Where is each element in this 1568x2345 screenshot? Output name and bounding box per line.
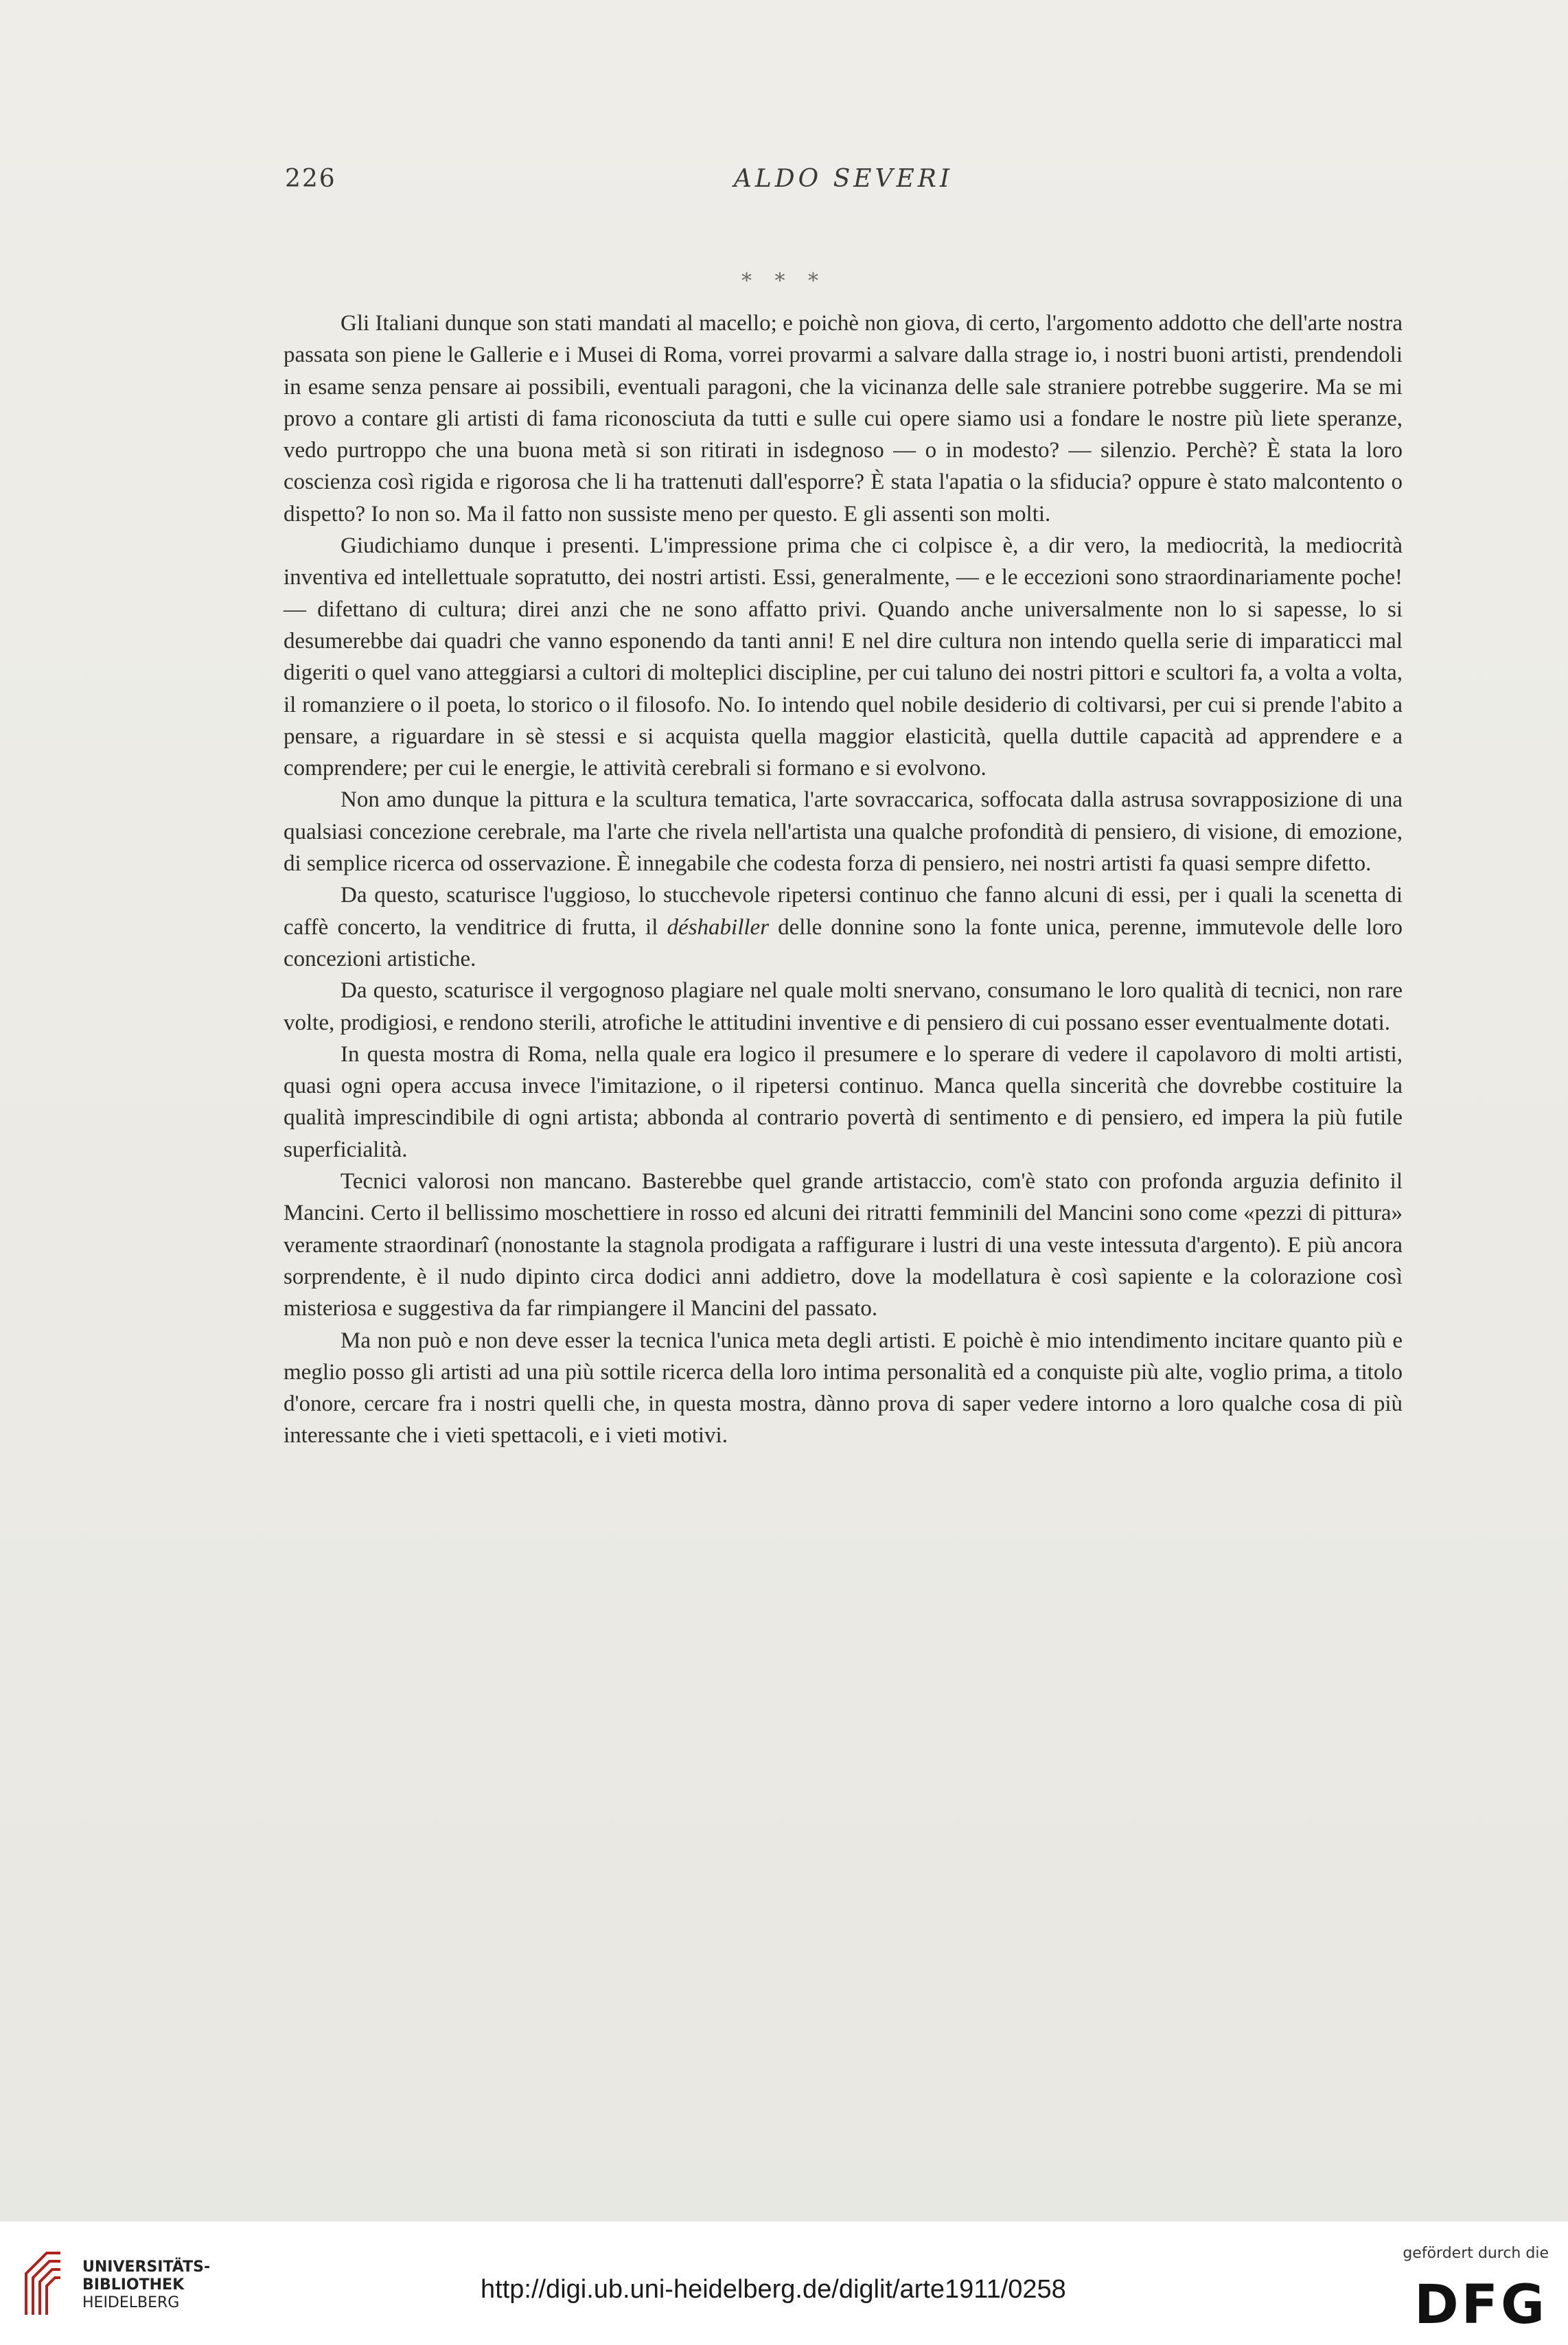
dfg-logo: DFG <box>1414 2274 1547 2336</box>
paragraph <box>284 879 1403 975</box>
article-body <box>284 308 1403 1452</box>
funding-note: gefördert durch die <box>1403 2245 1549 2262</box>
paragraph: In questa mostra di Roma, nella quale era logico il presumere e lo sperare di vedere il capolavoro di molti artisti, quasi ogni opera accusa invece l'imitazione, o il ripetersi continuo. Manca quella sincerità che dovrebbe costituire la qualità imprescindibile di ogni artista; abbonda al contrario povertà di sentimento e di pensiero, ed impera la più futile superficialità. <box>284 1041 1403 1162</box>
paragraph: Giudichiamo dunque i presenti. L'impressione prima che ci colpisce è, a dir vero, la mediocrità, la mediocrità inventiva ed intellettuale sopratutto, dei nostri artisti. Essi, generalmente, — e le eccezioni sono straordinariamente poche! — difettano di cultura; direi anzi che ne sono affatto privi. Quando anche universalmente non lo si sapesse, lo si desumerebbe dai quadri che vanno esponendo da tanti anni! E nel dire cultura non intendo quella serie di imparaticci mal digeriti o quel vano atteggiarsi a cultori di molteplici discipline, per cui taluno dei nostri pittori e scultori fa, a volta a volta, il romanziere o il poeta, lo storico o il filosofo. No. Io intendo quel nobile desiderio di coltivarsi, per cui si prende l'abito a pensare, a riguardare in sè stessi e si acquista quella maggior elasticità, quella duttile capacità ad apprendere e a comprendere; per cui le energie, le attività cerebrali si formano e si evolvono. <box>284 533 1403 781</box>
paragraph: Tecnici valorosi non mancano. Basterebbe quel grande artistaccio, com'è stato con profonda arguzia definito il Mancini. Certo il bellissimo moschettiere in rosso ed alcuni dei ritratti femminili del Mancini sono come «pezzi di pittura» veramente straordinarî (nonostante la stagnola prodigata a raffigurare i lustri di una veste intessuta d'argento). E più ancora sorprendente, è il nudo dipinto circa dodici anni addietro, dove la modellatura è così sapiente e la colorazione così misteriosa e suggestiva da far rimpiangere il Mancini del passato. <box>284 1169 1403 1321</box>
library-name-line: HEIDELBERG <box>82 2294 180 2311</box>
running-head <box>285 165 1402 206</box>
paragraph: Non amo dunque la pittura e la scultura tematica, l'arte sovraccarica, soffocata dalla astrusa sovrapposizione di una qualsiasi concezione cerebrale, ma l'arte che rivela nell'artista una qualche profondità di pensiero, di visione, di emozione, di semplice ricerca od osservazione. È innegabile che codesta forza di pensiero, nei nostri artisti fa quasi sempre difetto. <box>284 787 1403 877</box>
section-break: * * * <box>741 269 827 293</box>
running-title: ALDO SEVERI <box>733 165 954 193</box>
paragraph-text: delle donnine sono la fonte unica, perenne, immutevole delle loro concezioni artistiche. <box>284 914 1403 971</box>
library-name-line: UNIVERSITÄTS- <box>82 2259 211 2276</box>
digitization-footer <box>0 2221 1568 2345</box>
paragraph: Ma non può e non deve esser la tecnica l'unica meta degli artisti. E poichè è mio intendimento incitare quanto più e meglio posso gli artisti ad una più sottile ricerca della loro intima personalità ed a conquiste più alte, voglio prima, a titolo d'onore, cercare fra i nostri quelli che, in questa mostra, dànno prova di saper vedere intorno a loro qualche cosa di più interessante che i vieti spettacoli, e i vieti motivi. <box>284 1328 1403 1448</box>
paragraph: Da questo, scaturisce il vergognoso plagiare nel quale molti snervano, consumano le loro qualità di tecnici, non rare volte, prodigiosi, e rendono sterili, atrofiche le attitudini inventive e di pensiero di cui possano esser eventualmente dotati. <box>284 978 1403 1035</box>
paragraph: Gli Italiani dunque son stati mandati al macello; e poichè non giova, di certo, l'argomento addotto che dell'arte nostra passata son piene le Gallerie e i Musei di Roma, vorrei provarmi a salvare dalla strage io, i nostri buoni artisti, prendendoli in esame senza pensare ai possibili, eventuali paragoni, che la vicinanza delle sale straniere potrebbe suggerire. Ma se mi provo a contare gli artisti di fama riconosciuta da tutti e sulle cui opere siamo usi a fondare le nostre più liete speranze, vedo purtroppo che una buona metà si son ritirati in isdegnoso — o in modesto? — silenzio. Perchè? È stata la loro coscienza così rigida e rigorosa che li ha trattenuti dall'esporre? È stata l'apatia o la sfiducia? oppure è stato malcontento o dispetto? Io non so. Ma il fatto non sussiste meno per questo. E gli assenti son molti. <box>284 311 1403 527</box>
library-logo-icon <box>19 2246 67 2322</box>
italic-term: déshabiller <box>667 914 770 940</box>
library-name-line: BIBLIOTHEK <box>82 2276 185 2294</box>
library-name <box>82 2259 210 2312</box>
source-url-link[interactable]: http://digi.ub.uni-heidelberg.de/diglit/arte1911/0258 <box>481 2275 1066 2304</box>
page-number: 226 <box>285 165 336 193</box>
paragraph-text: Da questo, scaturisce l'uggioso, lo stucchevole ripetersi continuo che fanno alcuni di essi, per i quali la scenetta di caffè concerto, la venditrice di frutta, il <box>284 883 1403 940</box>
